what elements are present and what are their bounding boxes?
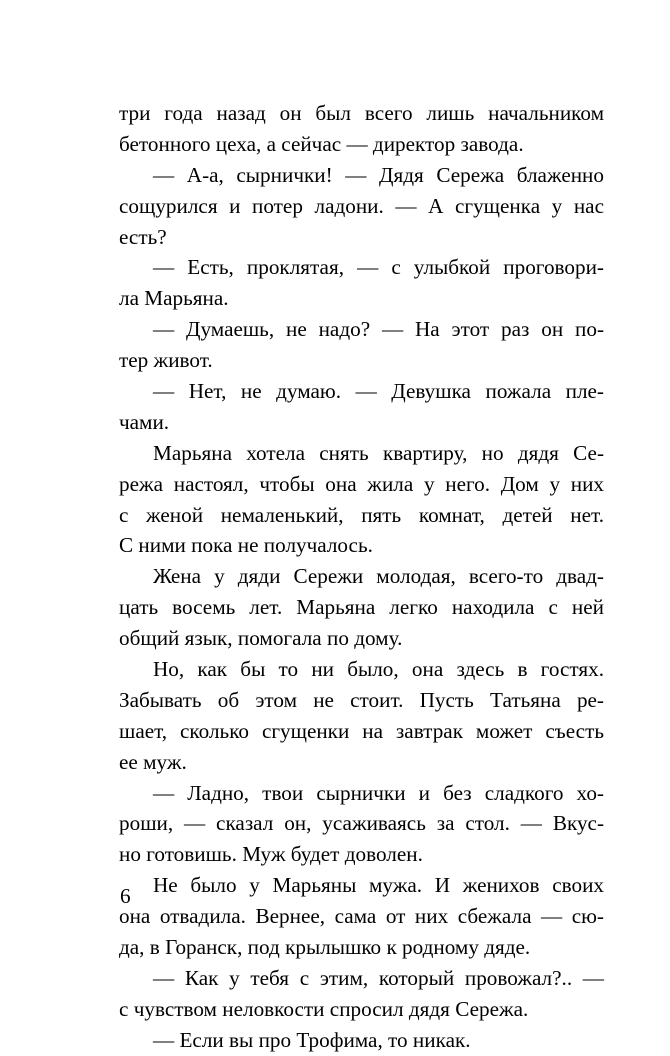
text-line: Забывать об этом не стоит. Пусть Татьяна ре- (119, 687, 604, 712)
text-line: — Есть, проклятая, — с улыбкой проговори- (153, 255, 604, 280)
text-line: сощурился и потер ладони. — А сгущенка у нас (119, 193, 604, 218)
text-line: Жена у дяди Сережи молодая, всего-то двад- (153, 564, 604, 589)
text-line: С ними пока не получалось. (119, 533, 373, 558)
text-line: ла Марьяна. (119, 286, 229, 311)
body-text (119, 98, 604, 1056)
text-line: бетонного цеха, а сейчас — директор завода. (119, 131, 524, 156)
text-line: ее муж. (119, 749, 187, 774)
text-line: — Если вы про Трофима, то никак. (153, 1027, 471, 1052)
text-line: — Думаешь, не надо? — На этот раз он по- (153, 317, 604, 342)
text-line: режа настоял, чтобы она жила у него. Дом у них (119, 471, 604, 496)
text-line: да, в Горанск, под крылышко к родному дяде. (119, 935, 531, 960)
text-line: — Как у тебя с этим, который провожал?.. — (153, 965, 604, 990)
text-line: с женой немаленький, пять комнат, детей нет. (119, 502, 604, 527)
text-line: она отвадила. Вернее, сама от них сбежала — сю- (119, 904, 604, 929)
text-line: роши, — сказал он, усаживаясь за стол. — Вкус- (119, 811, 604, 836)
text-line: с чувством неловкости спросил дядя Сережа. (119, 996, 529, 1021)
text-line: чами. (119, 409, 170, 434)
text-line: — А-а, сырнички! — Дядя Сережа блаженно (153, 162, 604, 187)
text-line: — Ладно, твои сырнички и без сладкого хо- (153, 780, 604, 805)
text-line: цать восемь лет. Марьяна легко находила с ней (119, 595, 604, 620)
text-line: Марьяна хотела снять квартиру, но дядя Се- (153, 440, 604, 465)
text-line: три года назад он был всего лишь начальником (119, 101, 604, 125)
text-line: есть? (119, 224, 167, 249)
text-line: Но, как бы то ни было, она здесь в гостях. (153, 657, 604, 682)
page-number: 6 (120, 884, 131, 908)
text-line: тер живот. (119, 348, 213, 373)
text-line: — Нет, не думаю. — Девушка пожала пле- (153, 379, 604, 404)
text-line: Не было у Марьяны мужа. И женихов своих (153, 873, 604, 898)
text-line: общий язык, помогала по дому. (119, 626, 403, 651)
text-line: но готовишь. Муж будет доволен. (119, 842, 423, 867)
text-line: шает, сколько сгущенки на завтрак может съесть (119, 718, 604, 743)
